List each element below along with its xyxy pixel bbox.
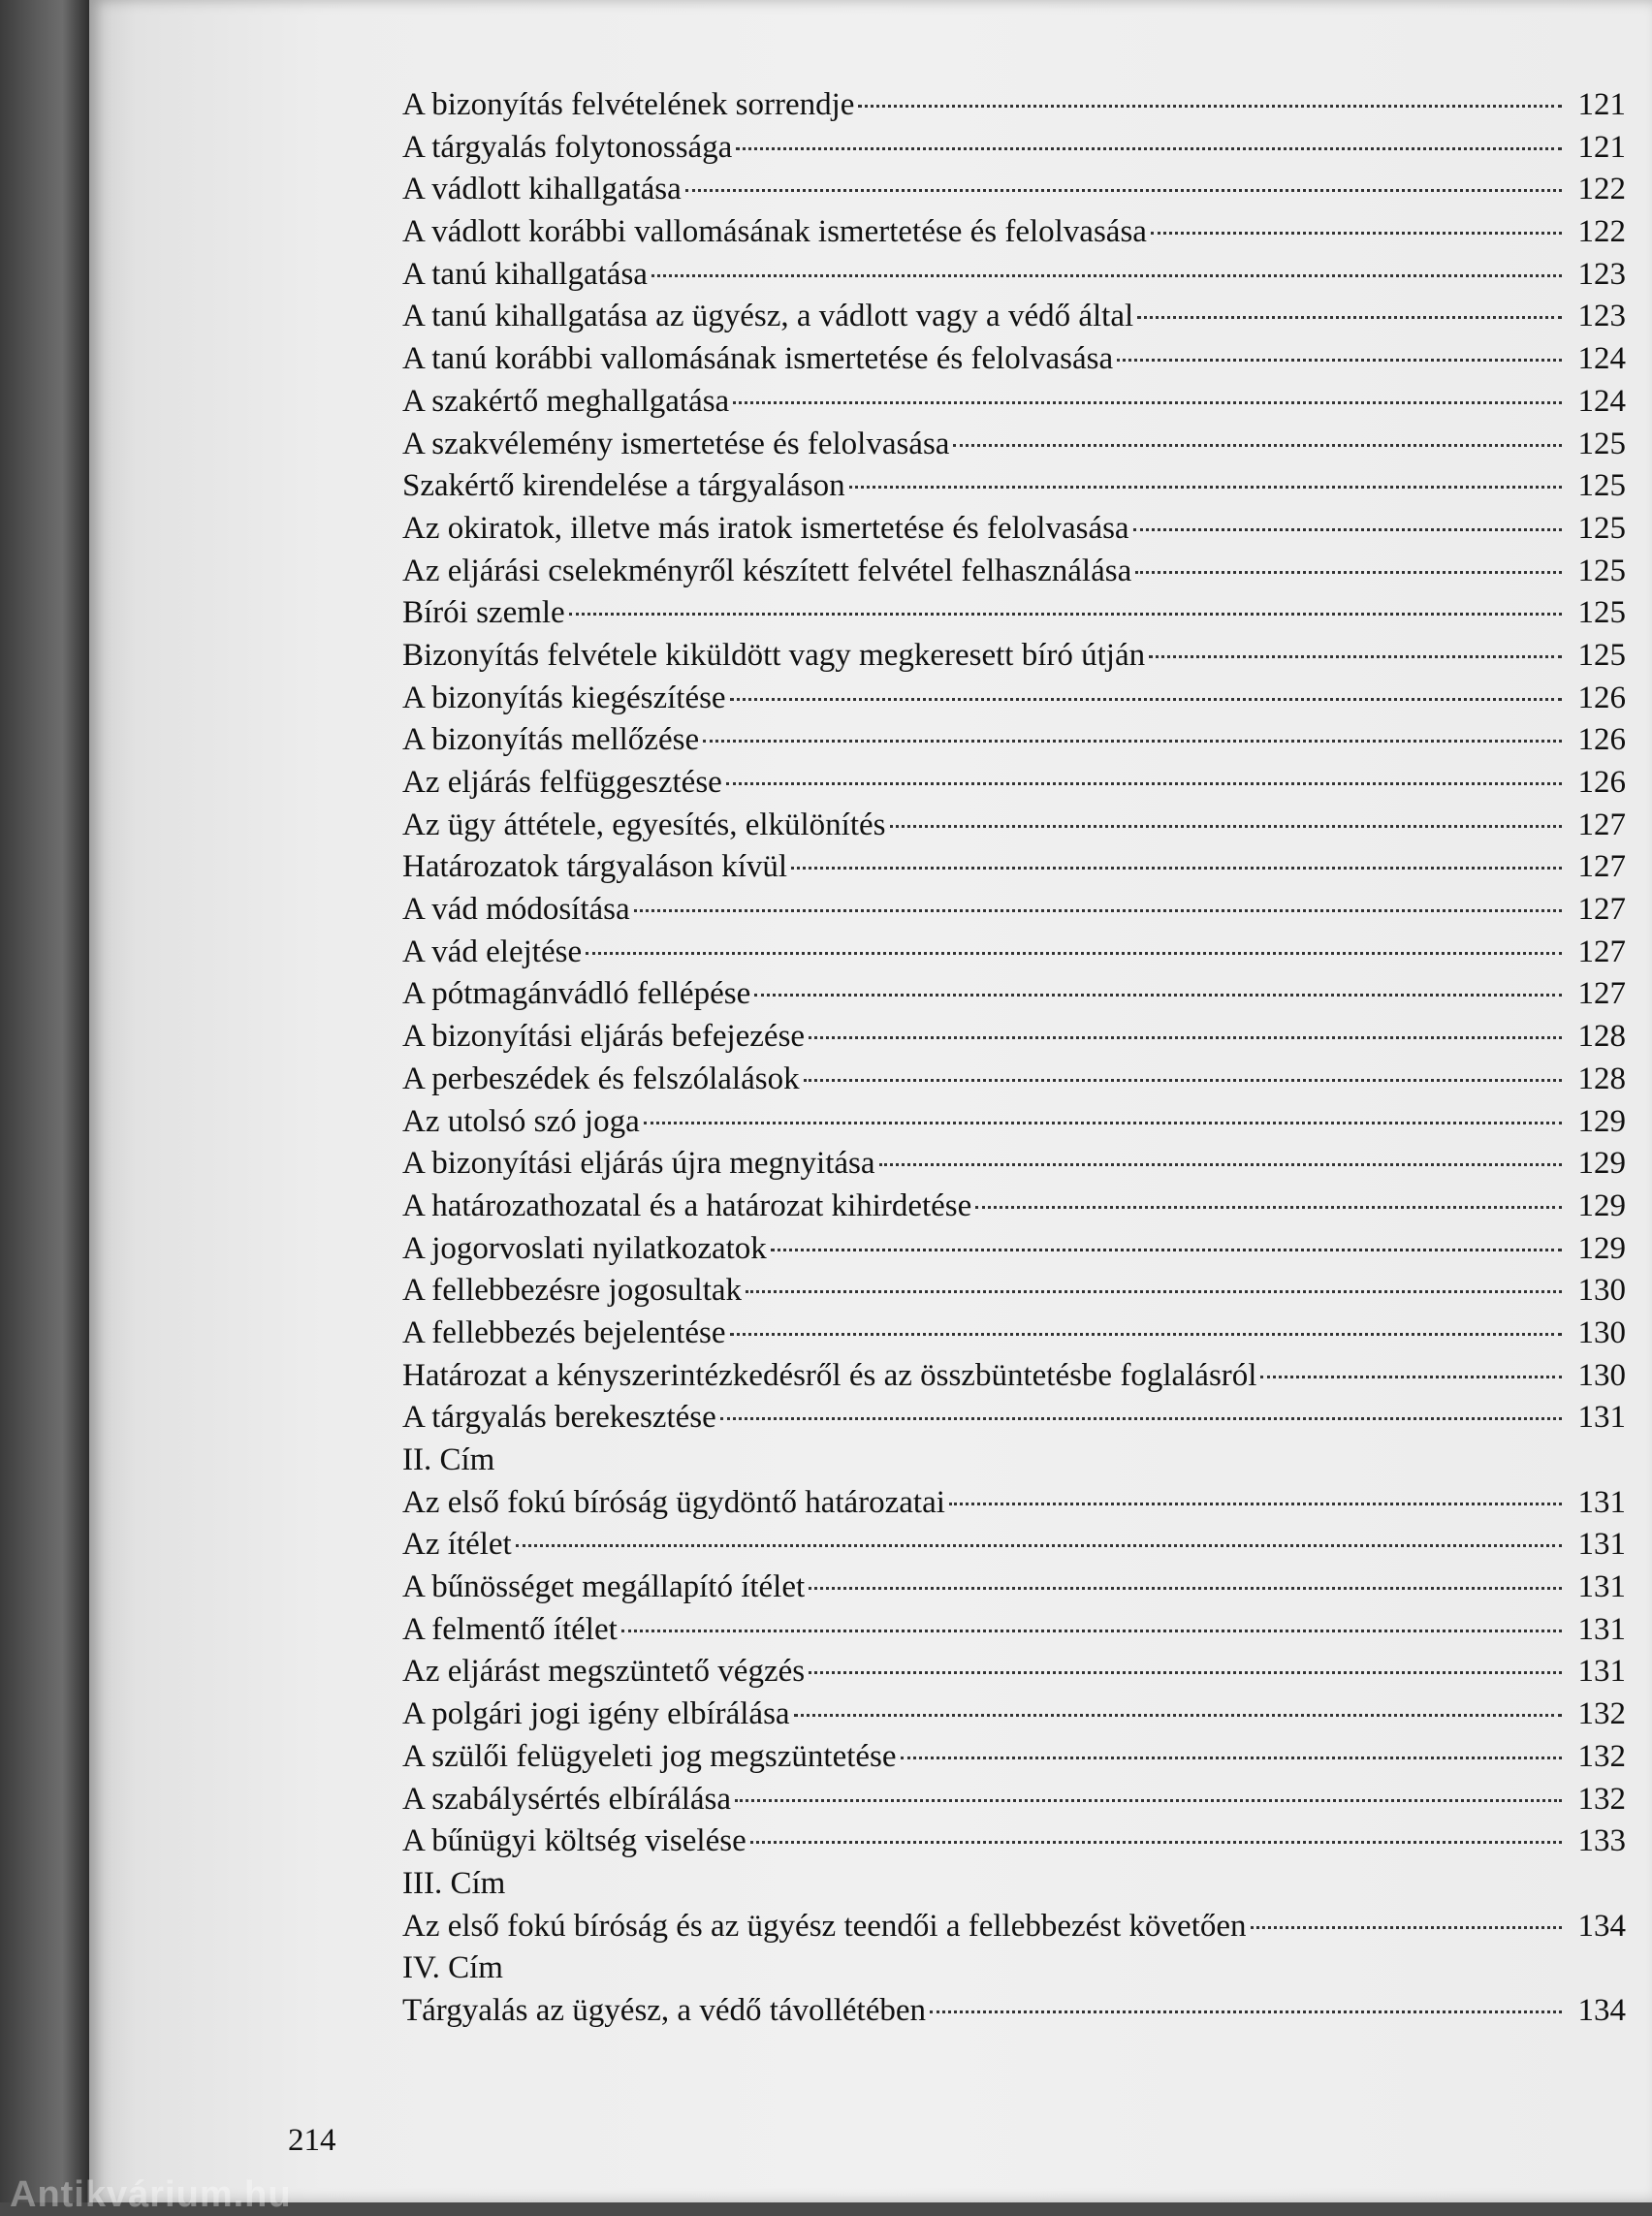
dot-leader [849, 486, 1562, 489]
toc-entry [402, 973, 1626, 1016]
toc-entry [402, 805, 1626, 847]
toc-entry-title: A vád elejtése [402, 934, 583, 969]
toc-entry-page: 122 [1577, 214, 1626, 250]
dot-leader [804, 1079, 1562, 1082]
toc-entry [402, 1059, 1626, 1101]
toc-entry-title: III. Cím [402, 1865, 506, 1901]
toc-entry [402, 1016, 1626, 1059]
dot-leader [621, 1630, 1562, 1632]
book-binding-shadow [0, 0, 89, 2202]
toc-entry [402, 127, 1626, 170]
toc-entry-page: 125 [1577, 595, 1626, 631]
toc-entry-title: A perbeszédek és felszólalások [402, 1061, 800, 1096]
dot-leader [735, 1799, 1562, 1802]
toc-entry [402, 169, 1626, 211]
toc-entry [402, 762, 1626, 805]
dot-leader [975, 1206, 1562, 1209]
toc-entry [402, 1567, 1626, 1609]
toc-entry-title: A bűnösséget megállapító ítélet [402, 1569, 806, 1605]
toc-entry [402, 1651, 1626, 1694]
dot-leader [771, 1249, 1562, 1251]
toc-entry-title: A szabálysértés elbírálása [402, 1781, 732, 1817]
dot-leader [644, 1122, 1562, 1124]
toc-entry [402, 254, 1626, 297]
toc-entry [402, 932, 1626, 974]
toc-entry-page: 129 [1577, 1187, 1626, 1223]
toc-entry [402, 338, 1626, 381]
toc-entry-title: Határozat a kényszerintézkedésről és az összbüntetésbe foglalásról [402, 1357, 1257, 1393]
dot-leader [634, 909, 1562, 912]
toc-entry [402, 1820, 1626, 1863]
dot-leader [703, 740, 1562, 743]
toc-entry-page: 128 [1577, 1061, 1626, 1096]
toc-entry-page: 132 [1577, 1781, 1626, 1817]
toc-entry-title: A tárgyalás berekesztése [402, 1400, 716, 1436]
toc-entry [402, 1143, 1626, 1186]
dot-leader [794, 1714, 1562, 1717]
toc-entry-page: 133 [1577, 1823, 1626, 1859]
dot-leader [1135, 571, 1562, 574]
dot-leader [746, 1290, 1562, 1293]
toc-entry-title: A felmentő ítélet [402, 1611, 618, 1647]
dot-leader [685, 189, 1562, 192]
toc-section-heading [402, 1440, 1626, 1482]
toc-entry [402, 1270, 1626, 1313]
toc-entry [402, 381, 1626, 424]
toc-entry-title: Az ítélet [402, 1527, 512, 1563]
dot-leader [953, 444, 1562, 447]
dot-leader [733, 401, 1562, 404]
toc-entry-page: 134 [1577, 1908, 1626, 1944]
table-of-contents [402, 84, 1626, 2033]
toc-entry-title: A határozathozatal és a határozat kihirdetése [402, 1187, 972, 1223]
dot-leader [791, 867, 1562, 870]
toc-entry [402, 1736, 1626, 1779]
dot-leader [809, 1587, 1562, 1590]
dot-leader [901, 1757, 1562, 1759]
dot-leader [730, 1333, 1563, 1336]
toc-entry-page: 125 [1577, 426, 1626, 461]
dot-leader [1149, 655, 1562, 658]
toc-entry [402, 846, 1626, 889]
page-number: 214 [288, 2123, 336, 2158]
toc-entry-page: 127 [1577, 892, 1626, 928]
toc-entry [402, 1228, 1626, 1271]
dot-leader [1133, 528, 1562, 531]
toc-entry-title: A szakvélemény ismertetése és felolvasása [402, 426, 950, 461]
dot-leader [890, 825, 1562, 828]
toc-entry [402, 1101, 1626, 1144]
toc-entry-page: 129 [1577, 1230, 1626, 1266]
dot-leader [586, 952, 1562, 955]
dot-leader [516, 1544, 1562, 1547]
dot-leader [1260, 1376, 1562, 1378]
toc-entry-title: A vádlott korábbi vallomásának ismertetése és felolvasása [402, 214, 1147, 250]
toc-entry-page: 131 [1577, 1569, 1626, 1605]
dot-leader [726, 782, 1562, 785]
dot-leader [754, 994, 1562, 997]
toc-entry [402, 1482, 1626, 1525]
dot-leader [736, 147, 1562, 150]
toc-entry-page: 127 [1577, 807, 1626, 842]
toc-entry-title: A pótmagánvádló fellépése [402, 976, 751, 1012]
toc-entry-title: A bizonyítás mellőzése [402, 722, 700, 758]
toc-entry [402, 1524, 1626, 1567]
toc-section-heading [402, 1947, 1626, 1990]
toc-entry-title: A bizonyítási eljárás befejezése [402, 1019, 806, 1055]
toc-entry-page: 125 [1577, 468, 1626, 504]
toc-entry [402, 296, 1626, 338]
toc-section-heading [402, 1863, 1626, 1906]
toc-entry-page: 132 [1577, 1696, 1626, 1732]
toc-entry-title: Az első fokú bíróság ügydöntő határozatai [402, 1484, 945, 1520]
dot-leader [730, 698, 1562, 701]
toc-entry-page: 130 [1577, 1273, 1626, 1309]
toc-entry-title: IV. Cím [402, 1950, 503, 1986]
toc-entry [402, 635, 1626, 678]
toc-entry-title: A szülői felügyeleti jog megszüntetése [402, 1738, 897, 1774]
toc-entry [402, 678, 1626, 720]
dot-leader [879, 1163, 1562, 1166]
toc-entry-title: A vád módosítása [402, 892, 630, 928]
dot-leader [809, 1036, 1562, 1039]
toc-entry-title: A tanú korábbi vallomásának ismertetése és felolvasása [402, 341, 1114, 377]
toc-entry [402, 1990, 1626, 2033]
toc-entry [402, 424, 1626, 466]
toc-entry-title: Bizonyítás felvétele kiküldött vagy megkeresett bíró útján [402, 637, 1146, 673]
toc-entry-page: 130 [1577, 1357, 1626, 1393]
toc-entry [402, 1694, 1626, 1736]
dot-leader [949, 1503, 1562, 1505]
watermark: Antikvárium.hu [10, 2174, 292, 2215]
toc-entry-title: Határozatok tárgyaláson kívül [402, 849, 788, 885]
toc-entry-page: 131 [1577, 1484, 1626, 1520]
toc-entry [402, 1355, 1626, 1398]
toc-entry [402, 719, 1626, 762]
toc-entry [402, 465, 1626, 508]
toc-entry-page: 127 [1577, 934, 1626, 969]
toc-entry-page: 121 [1577, 87, 1626, 122]
toc-entry [402, 889, 1626, 932]
toc-entry-page: 123 [1577, 299, 1626, 334]
toc-entry-title: A jogorvoslati nyilatkozatok [402, 1230, 767, 1266]
toc-entry-page: 131 [1577, 1527, 1626, 1563]
toc-entry [402, 1186, 1626, 1228]
toc-entry-page: 134 [1577, 1992, 1626, 2028]
dot-leader [809, 1671, 1562, 1674]
toc-entry-page: 124 [1577, 341, 1626, 377]
toc-entry [402, 1779, 1626, 1821]
toc-entry-title: A bizonyítás felvételének sorrendje [402, 87, 855, 122]
toc-entry-title: Tárgyalás az ügyész, a védő távollétében [402, 1992, 926, 2028]
toc-entry [402, 551, 1626, 593]
dot-leader [720, 1417, 1562, 1420]
dot-leader [1251, 1926, 1562, 1929]
toc-entry-title: II. Cím [402, 1442, 495, 1477]
toc-entry-title: Az eljárási cselekményről készített felvétel felhasználása [402, 553, 1132, 588]
toc-entry-page: 129 [1577, 1146, 1626, 1182]
toc-entry-title: Az első fokú bíróság és az ügyész teendői a fellebbezést követően [402, 1908, 1247, 1944]
toc-entry-page: 124 [1577, 383, 1626, 419]
toc-entry-page: 121 [1577, 129, 1626, 165]
toc-entry [402, 211, 1626, 254]
dot-leader [750, 1841, 1562, 1844]
toc-entry-page: 122 [1577, 172, 1626, 207]
dot-leader [1151, 232, 1562, 235]
toc-entry-title: A polgári jogi igény elbírálása [402, 1696, 790, 1732]
toc-entry-title: Szakértő kirendelése a tárgyaláson [402, 468, 845, 504]
toc-entry-page: 127 [1577, 849, 1626, 885]
toc-entry-page: 131 [1577, 1400, 1626, 1436]
dot-leader [1117, 359, 1562, 362]
toc-entry-page: 126 [1577, 722, 1626, 758]
toc-entry-page: 131 [1577, 1611, 1626, 1647]
toc-entry-page: 129 [1577, 1103, 1626, 1139]
toc-entry-page: 132 [1577, 1738, 1626, 1774]
toc-entry-title: A szakértő meghallgatása [402, 383, 730, 419]
toc-entry-title: A tárgyalás folytonossága [402, 129, 733, 165]
toc-entry-title: Az eljárást megszüntető végzés [402, 1654, 806, 1690]
toc-entry-page: 126 [1577, 680, 1626, 715]
toc-entry-page: 127 [1577, 976, 1626, 1012]
toc-entry-title: Az eljárás felfüggesztése [402, 765, 722, 800]
toc-entry-page: 130 [1577, 1314, 1626, 1350]
toc-entry-title: A bizonyítás kiegészítése [402, 680, 726, 715]
toc-entry-page: 126 [1577, 765, 1626, 800]
toc-entry-title: Bírói szemle [402, 595, 565, 631]
toc-entry-page: 125 [1577, 510, 1626, 546]
toc-entry-page: 123 [1577, 256, 1626, 292]
toc-entry [402, 84, 1626, 127]
toc-entry-page: 125 [1577, 553, 1626, 588]
toc-entry-page: 125 [1577, 637, 1626, 673]
toc-entry-title: Az utolsó szó joga [402, 1103, 640, 1139]
toc-entry [402, 1906, 1626, 1948]
toc-entry-title: A tanú kihallgatása az ügyész, a vádlott vagy a védő által [402, 299, 1134, 334]
dot-leader [569, 613, 1562, 616]
toc-entry-title: Az ügy áttétele, egyesítés, elkülönítés [402, 807, 886, 842]
toc-entry-page: 128 [1577, 1019, 1626, 1055]
dot-leader [858, 105, 1562, 108]
toc-entry-page: 131 [1577, 1654, 1626, 1690]
toc-entry-title: Az okiratok, illetve más iratok ismertetése és felolvasása [402, 510, 1129, 546]
toc-entry [402, 1313, 1626, 1355]
toc-entry-title: A fellebbezés bejelentése [402, 1314, 726, 1350]
toc-entry [402, 1397, 1626, 1440]
toc-entry [402, 508, 1626, 551]
toc-entry-title: A bizonyítási eljárás újra megnyitása [402, 1146, 875, 1182]
toc-entry-title: A vádlott kihallgatása [402, 172, 682, 207]
dot-leader [1137, 316, 1562, 319]
dot-leader [930, 2010, 1562, 2013]
dot-leader [651, 274, 1562, 277]
toc-entry [402, 592, 1626, 635]
toc-entry-title: A tanú kihallgatása [402, 256, 648, 292]
toc-entry-title: A bűnügyi költség viselése [402, 1823, 747, 1859]
toc-entry-title: A fellebbezésre jogosultak [402, 1273, 743, 1309]
toc-entry [402, 1609, 1626, 1652]
